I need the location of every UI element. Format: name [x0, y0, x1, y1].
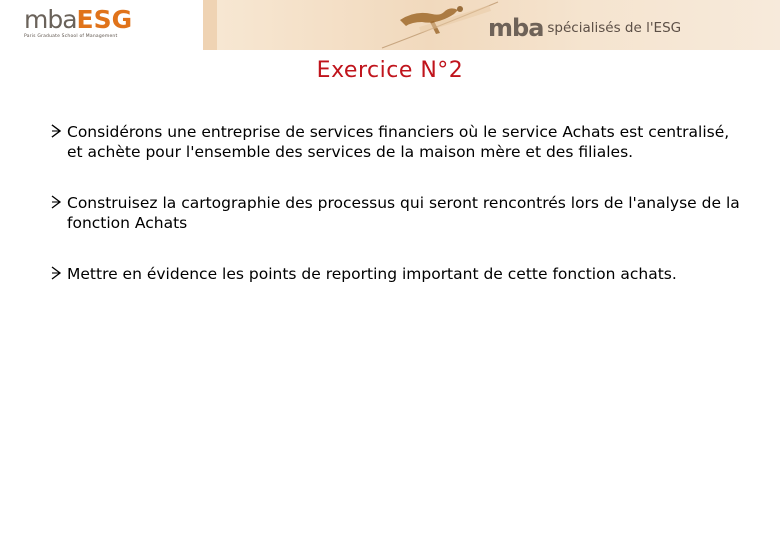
- header-banner: [0, 0, 780, 50]
- arrow-bullet-icon: [50, 123, 62, 139]
- brand-tagline: spécialisés de l'ESG: [547, 20, 682, 36]
- bullet-item: [50, 264, 740, 284]
- header-divider: [203, 0, 217, 50]
- bullet-item: [50, 122, 740, 162]
- bullet-text: Considérons une entreprise de services financiers où le service Achats est centralisé, et achète pour l'ensemble des services de la maison mère et des filiales.: [67, 123, 730, 161]
- mba-esg-logo: [0, 0, 203, 50]
- bullet-item: [50, 193, 740, 233]
- bullet-text: Mettre en évidence les points de reporting important de cette fonction achats.: [67, 265, 677, 283]
- slide-title: Exercice N°2: [316, 58, 464, 83]
- bullet-list: [50, 122, 740, 284]
- mba-specialises-brand: [488, 14, 681, 42]
- logo-subtitle: Paris Graduate School of Management: [24, 34, 118, 39]
- arrow-bullet-icon: [50, 265, 62, 281]
- logo-esg-text: ESG: [76, 5, 133, 34]
- brand-mba-text: mba: [488, 14, 544, 42]
- bullet-text: Construisez la cartographie des processus qui seront rencontrés lors de l'analyse de la fonction Achats: [67, 194, 740, 232]
- logo-mba-text: mba: [24, 5, 77, 34]
- arrow-bullet-icon: [50, 194, 62, 210]
